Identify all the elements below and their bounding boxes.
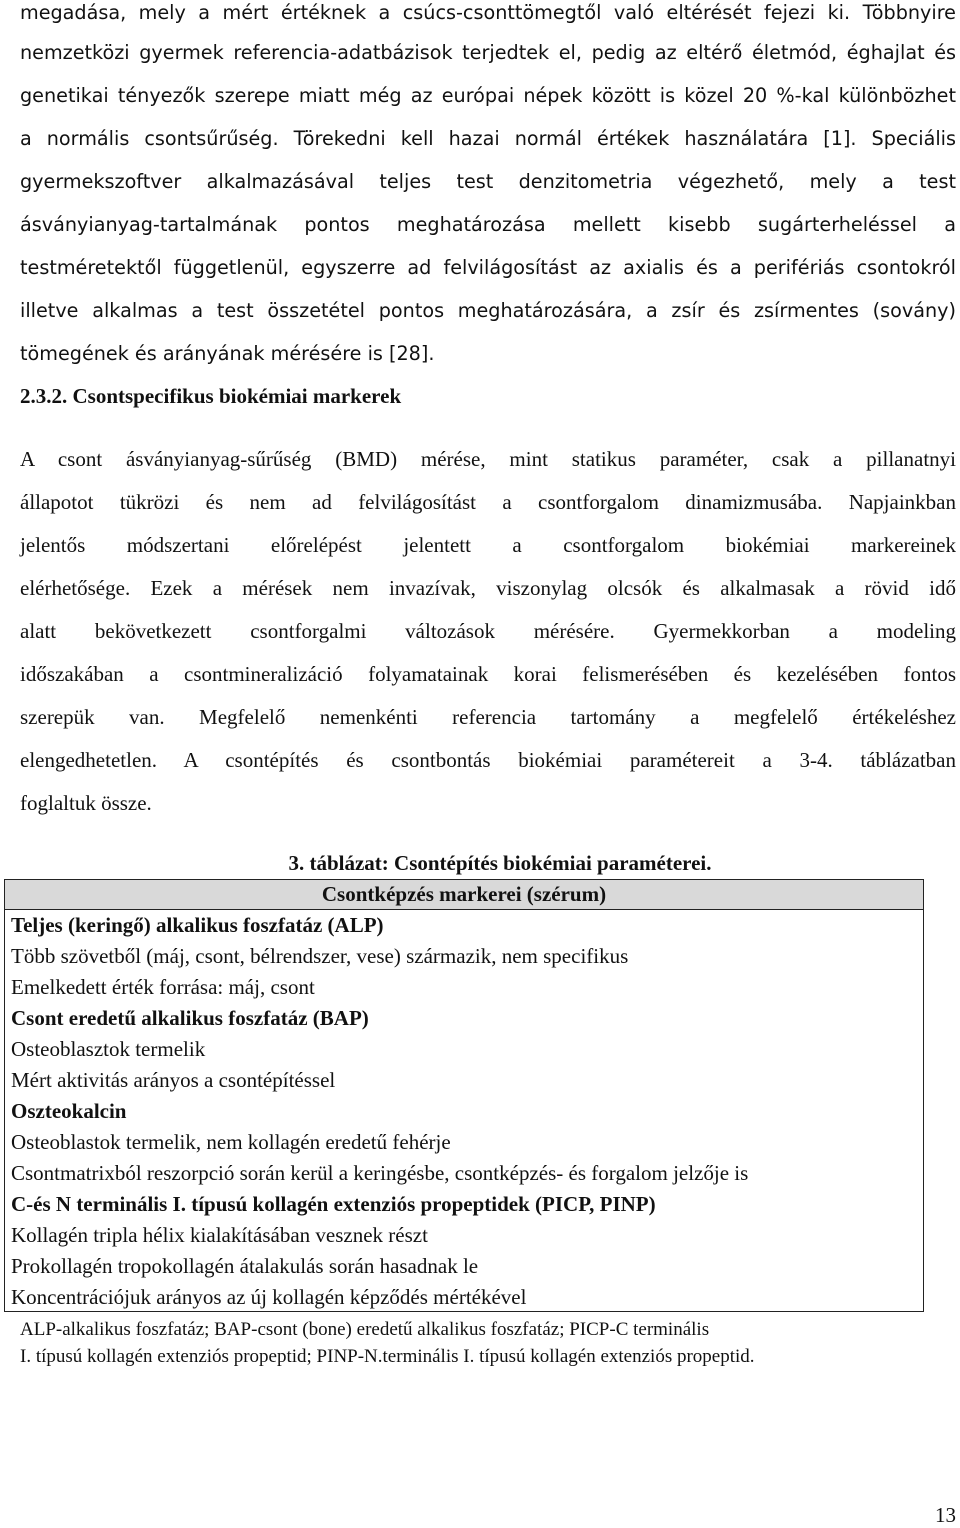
table-footnote-line: I. típusú kollagén extenziós propeptid; PINP-N.terminális I. típusú kollagén extenziós propeptid. <box>20 1346 755 1367</box>
table-row-marker-title: Csont eredetű alkalikus foszfatáz (BAP) <box>11 1006 369 1030</box>
table-row: Koncentrációjuk arányos az új kollagén képződés mértékével <box>11 1285 527 1309</box>
page-number: 13 <box>935 1503 956 1527</box>
table-caption-text: 3. táblázat: Csontépítés biokémiai paraméterei. <box>288 851 712 875</box>
table-body <box>5 910 923 1313</box>
paragraph-2-line: elérhetősége. Ezek a mérések nem invazívak, viszonylag olcsók és alkalmasak a rövid idő <box>20 576 956 600</box>
paragraph-1-line: ásványianyag-tartalmának pontos meghatározása mellett kisebb sugárterheléssel a <box>20 213 956 236</box>
paragraph-1-line: megadása, mely a mért értéknek a csúcs-csonttömegtől való eltérését fejezi ki. Többnyire <box>20 1 956 24</box>
table-row-marker-title: Oszteokalcin <box>11 1099 127 1123</box>
table-caption <box>0 850 960 876</box>
table-row: Osteoblastok termelik, nem kollagén eredetű fehérje <box>11 1130 451 1154</box>
paragraph-1-line: genetikai tényezők szerepe miatt még az európai népek között is közel 20 %-kal különbözhet <box>20 84 956 107</box>
table-row: Csontmatrixból reszorpció során kerül a keringésbe, csontképzés- és forgalom jelzője is <box>11 1161 749 1185</box>
table-row: Kollagén tripla hélix kialakításában vesznek részt <box>11 1223 428 1247</box>
table-row: Mért aktivitás arányos a csontépítéssel <box>11 1068 336 1092</box>
paragraph-2-line: foglaltuk össze. <box>20 791 152 815</box>
paragraph-2-line: alatt bekövetkezett csontforgalmi változások mérésére. Gyermekkorban a modeling <box>20 619 956 643</box>
table-row: Emelkedett érték forrása: máj, csont <box>11 975 315 999</box>
table-row: Több szövetből (máj, csont, bélrendszer, vese) származik, nem specifikus <box>11 944 629 968</box>
table-row: Prokollagén tropokollagén átalakulás során hasadnak le <box>11 1254 479 1278</box>
paragraph-1-line: tömegének és arányának mérésére is [28]. <box>20 342 435 365</box>
paragraph-2-line: időszakában a csontmineralizáció folyamatainak korai felismerésében és kezelésében fontos <box>20 662 956 686</box>
paragraph-1-line: testméretektől függetlenül, egyszerre ad felvilágosítást az axialis és a perifériás csontokról <box>20 256 956 279</box>
table-footnote-line: ALP-alkalikus foszfatáz; BAP-csont (bone) eredetű alkalikus foszfatáz; PICP-C terminális <box>20 1319 710 1340</box>
paragraph-1-line: nemzetközi gyermek referencia-adatbázisok terjedtek el, pedig az eltérő életmód, éghajlat és <box>20 41 956 64</box>
paragraph-2-line: elengedhetetlen. A csontépítés és csontbontás biokémiai paramétereit a 3-4. táblázatban <box>20 748 956 772</box>
markers-table <box>4 879 924 1312</box>
section-heading: 2.3.2. Csontspecifikus biokémiai markerek <box>20 384 402 408</box>
table-header: Csontképzés markerei (szérum) <box>5 880 923 910</box>
table-row-marker-title: C-és N terminális I. típusú kollagén extenziós propeptidek (PICP, PINP) <box>11 1192 656 1216</box>
paragraph-1-line: illetve alkalmas a test összetétel pontos meghatározására, a zsír és zsírmentes (sovány) <box>20 299 956 322</box>
paragraph-2-line: állapotot tükrözi és nem ad felvilágosítást a csontforgalom dinamizmusába. Napjainkban <box>20 490 956 514</box>
paragraph-1-line: gyermekszoftver alkalmazásával teljes test denzitometria végezhető, mely a test <box>20 170 956 193</box>
table-row-marker-title: Teljes (keringő) alkalikus foszfatáz (ALP) <box>11 913 384 937</box>
paragraph-2-line: A csont ásványianyag-sűrűség (BMD) mérése, mint statikus paraméter, csak a pillanatnyi <box>20 447 956 471</box>
paragraph-1-line: a normális csontsűrűség. Törekedni kell hazai normál értékek használatára [1]. Speciális <box>20 127 956 150</box>
table-row: Osteoblasztok termelik <box>11 1037 206 1061</box>
paragraph-2-line: szerepük van. Megfelelő nemenkénti referencia tartomány a megfelelő értékeléshez <box>20 705 956 729</box>
paragraph-2-line: jelentős módszertani előrelépést jelentett a csontforgalom biokémiai markereinek <box>20 533 956 557</box>
